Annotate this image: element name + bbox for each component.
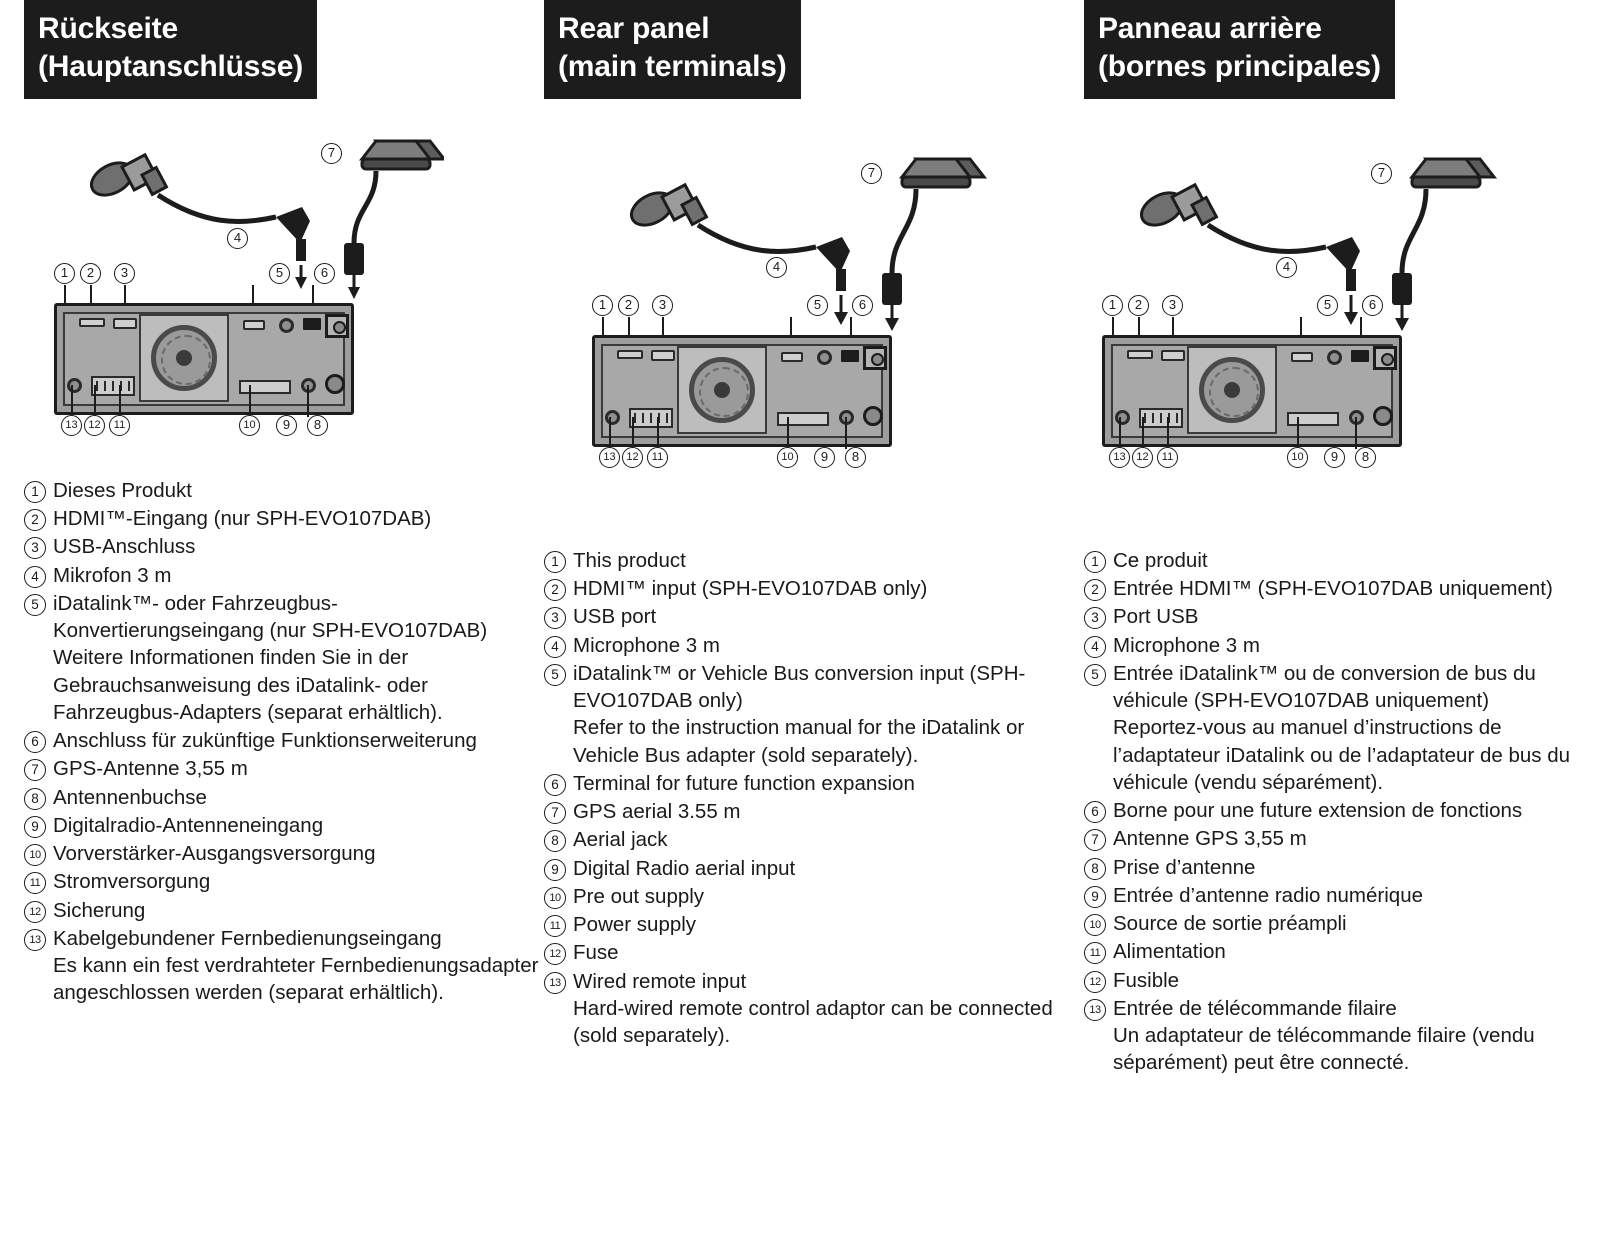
callout-3-en: 3 — [652, 295, 673, 316]
rear-panel-diagram-de — [24, 113, 544, 473]
leader-11-fr — [1167, 417, 1169, 449]
list-bullet: 6 — [24, 731, 46, 753]
power-pins-en — [634, 413, 668, 423]
list-item — [1084, 632, 1584, 659]
callout-5-de: 5 — [269, 263, 290, 284]
list-bullet: 10 — [1084, 914, 1106, 936]
future-terminal-fr — [1351, 350, 1369, 362]
list-item — [24, 840, 544, 867]
port-1-fr — [1127, 350, 1153, 359]
hdmi-port-de — [113, 318, 137, 329]
list-item — [544, 603, 1084, 630]
microphone-icon-en — [626, 185, 706, 232]
callout-12-de: 12 — [84, 415, 105, 436]
callout-7-fr: 7 — [1371, 163, 1392, 184]
power-connector-de — [91, 376, 135, 396]
leader-9-fr — [1355, 417, 1357, 449]
leader-5-en — [790, 317, 792, 335]
list-item-label: Antenne GPS 3,55 m — [1113, 827, 1307, 851]
list-item — [544, 660, 1084, 769]
list-item-label: GPS aerial 3.55 m — [573, 800, 741, 824]
list-bullet: 1 — [1084, 551, 1106, 573]
leader-13-de — [71, 385, 73, 417]
leader-12-en — [632, 417, 634, 449]
list-item-label: Microphone 3 m — [573, 633, 720, 657]
hdmi-port-en — [651, 350, 675, 361]
preout-connector-de — [239, 380, 291, 394]
list-bullet: 9 — [544, 859, 566, 881]
list-item-label: HDMI™ input (SPH-EVO107DAB only) — [573, 577, 928, 601]
list-bullet: 9 — [24, 816, 46, 838]
gps-terminal-fr — [1373, 346, 1397, 370]
list-item — [24, 505, 544, 532]
list-bullet: 8 — [1084, 858, 1106, 880]
list-bullet: 1 — [24, 481, 46, 503]
list-bullet: 13 — [1084, 999, 1106, 1021]
list-item — [24, 784, 544, 811]
list-item-label: Aerial jack — [573, 828, 668, 852]
callout-10-fr: 10 — [1287, 447, 1308, 468]
section-title-german-line1: Rückseite — [38, 12, 178, 45]
column-english — [544, 0, 1084, 1238]
list-item — [544, 883, 1084, 910]
list-item-label: Kabelgebundener Fernbedienungseingang — [53, 926, 442, 950]
callout-2-de: 2 — [80, 263, 101, 284]
list-item — [544, 770, 1084, 797]
rear-panel-diagram-fr — [1084, 125, 1584, 485]
list-item-label: Digital Radio aerial input — [573, 856, 796, 880]
list-item-label: GPS-Antenne 3,55 m — [53, 757, 248, 781]
section-title-english-line1: Rear panel — [558, 12, 710, 45]
list-item-label: Pre out supply — [573, 884, 705, 908]
terminal-list-english — [544, 547, 1084, 1050]
leader-3-fr — [1172, 317, 1174, 335]
list-item-label: Entrée d’antenne radio numérique — [1113, 883, 1423, 907]
microphone-icon-fr — [1136, 185, 1216, 232]
list-bullet: 9 — [1084, 886, 1106, 908]
screw-top-fr — [1327, 350, 1342, 365]
list-bullet: 13 — [24, 929, 46, 951]
callout-1-fr: 1 — [1102, 295, 1123, 316]
list-item-note: Reportez-vous au manuel d’instructions de l’adaptateur iDatalink ou de l’adaptateur de bus du véhicule (vendu séparément). — [1113, 716, 1571, 794]
list-item-label: Vorverstärker-Ausgangsversorgung — [53, 842, 376, 866]
future-terminal-en — [841, 350, 859, 362]
list-item — [24, 590, 544, 726]
callout-10-en: 10 — [777, 447, 798, 468]
leader-11-de — [119, 385, 121, 417]
list-bullet: 3 — [24, 537, 46, 559]
idatalink-port-en — [781, 352, 803, 362]
screw-top-de — [279, 318, 294, 333]
leader-10-de — [249, 385, 251, 417]
idatalink-port-de — [243, 320, 265, 330]
list-bullet: 12 — [24, 901, 46, 923]
list-item-note: Hard-wired remote control adaptor can be connected (sold separately). — [573, 996, 1053, 1048]
leader-12-de — [94, 385, 96, 417]
list-item — [1084, 797, 1584, 824]
cooling-fan-icon-de — [151, 325, 217, 391]
leader-13-fr — [1119, 417, 1121, 449]
leader-2-fr — [1138, 317, 1140, 335]
power-connector-fr — [1139, 408, 1183, 428]
list-item-label: USB-Anschluss — [53, 535, 196, 559]
power-pins-de — [96, 381, 130, 391]
leader-1-fr — [1112, 317, 1114, 335]
list-bullet: 2 — [544, 579, 566, 601]
hdmi-port-fr — [1161, 350, 1185, 361]
list-item-label: Port USB — [1113, 605, 1199, 629]
list-item-label: Entrée HDMI™ (SPH-EVO107DAB uniquement) — [1113, 577, 1553, 601]
list-item — [544, 826, 1084, 853]
callout-13-en: 13 — [599, 447, 620, 468]
aerial-jack-fr — [1373, 406, 1393, 426]
list-item-label: Antennenbuchse — [53, 785, 207, 809]
wired-remote-fr — [1115, 410, 1130, 425]
callout-2-fr: 2 — [1128, 295, 1149, 316]
callout-3-fr: 3 — [1162, 295, 1183, 316]
column-french — [1084, 0, 1584, 1238]
list-item-label: Dieses Produkt — [53, 478, 193, 502]
leader-6-fr — [1360, 317, 1362, 335]
head-unit-rear-en — [592, 335, 892, 447]
list-item — [1084, 547, 1584, 574]
list-bullet: 3 — [1084, 607, 1106, 629]
section-title-german — [24, 0, 317, 99]
column-german — [24, 0, 544, 1238]
leader-10-fr — [1297, 417, 1299, 449]
list-item-label: Fuse — [573, 941, 619, 965]
port-1-de — [79, 318, 105, 327]
list-item — [24, 812, 544, 839]
fan-housing-en — [677, 346, 767, 434]
callout-6-en: 6 — [852, 295, 873, 316]
callout-10-de: 10 — [239, 415, 260, 436]
future-terminal-de — [303, 318, 321, 330]
list-item — [544, 798, 1084, 825]
gps-terminal-de — [325, 314, 349, 338]
list-item-note: Refer to the instruction manual for the iDatalink or Vehicle Bus adapter (sold separately). — [573, 716, 1025, 767]
list-item — [1084, 967, 1584, 994]
list-bullet: 13 — [544, 972, 566, 994]
leader-5-de — [252, 285, 254, 303]
list-item — [1084, 660, 1584, 796]
section-title-english — [544, 0, 801, 99]
callout-8-de: 8 — [307, 415, 328, 436]
callout-11-en: 11 — [647, 447, 668, 468]
list-bullet: 3 — [544, 607, 566, 629]
list-item — [1084, 995, 1584, 1077]
leader-9-de — [307, 385, 309, 417]
leader-6-de — [312, 285, 314, 303]
fan-housing-fr — [1187, 346, 1277, 434]
list-bullet: 4 — [544, 636, 566, 658]
leader-1-de — [64, 285, 66, 303]
head-unit-rear-de — [54, 303, 354, 415]
list-item — [1084, 854, 1584, 881]
list-item-label: Prise d’antenne — [1113, 855, 1256, 879]
list-item-label: Sicherung — [53, 898, 146, 922]
list-item — [544, 632, 1084, 659]
list-item-label: Entrée de télécommande filaire — [1113, 996, 1397, 1020]
callout-4-fr: 4 — [1276, 257, 1297, 278]
list-bullet: 7 — [1084, 829, 1106, 851]
microphone-icon-de — [86, 155, 166, 202]
list-item — [544, 575, 1084, 602]
cooling-fan-icon-en — [689, 357, 755, 423]
preout-connector-fr — [1287, 412, 1339, 426]
leader-10-en — [787, 417, 789, 449]
list-item — [24, 533, 544, 560]
list-item — [24, 925, 544, 1007]
power-pins-fr — [1144, 413, 1178, 423]
list-bullet: 4 — [24, 566, 46, 588]
leader-6-en — [850, 317, 852, 335]
list-bullet: 11 — [544, 915, 566, 937]
leader-2-de — [90, 285, 92, 303]
list-item — [544, 547, 1084, 574]
rear-panel-diagram-en — [544, 125, 1084, 485]
list-item-label: Terminal for future function expansion — [573, 771, 915, 795]
list-bullet: 11 — [24, 872, 46, 894]
list-item-label: HDMI™-Eingang (nur SPH-EVO107DAB) — [53, 507, 432, 531]
list-item-label: USB port — [573, 605, 657, 629]
callout-9-de: 9 — [276, 415, 297, 436]
callout-13-de: 13 — [61, 415, 82, 436]
leader-9-en — [845, 417, 847, 449]
gps-antenna-icon-en — [902, 159, 984, 187]
leader-3-en — [662, 317, 664, 335]
leader-5-fr — [1300, 317, 1302, 335]
list-item-label: Microphone 3 m — [1113, 633, 1260, 657]
list-bullet: 10 — [544, 887, 566, 909]
section-title-french — [1084, 0, 1395, 99]
list-item — [24, 868, 544, 895]
list-item-label: Stromversorgung — [53, 870, 211, 894]
leader-12-fr — [1142, 417, 1144, 449]
list-item-label: Mikrofon 3 m — [53, 563, 172, 587]
callout-11-de: 11 — [109, 415, 130, 436]
list-item — [24, 897, 544, 924]
list-bullet: 12 — [544, 943, 566, 965]
list-bullet: 5 — [24, 594, 46, 616]
list-item — [544, 968, 1084, 1050]
idatalink-port-fr — [1291, 352, 1313, 362]
list-bullet: 6 — [1084, 801, 1106, 823]
port-1-en — [617, 350, 643, 359]
list-item — [544, 911, 1084, 938]
list-item-label: Wired remote input — [573, 969, 747, 993]
list-item — [1084, 825, 1584, 852]
callout-7-de: 7 — [321, 143, 342, 164]
callout-9-en: 9 — [814, 447, 835, 468]
list-bullet: 7 — [24, 759, 46, 781]
callout-8-fr: 8 — [1355, 447, 1376, 468]
list-item — [1084, 938, 1584, 965]
power-connector-en — [629, 408, 673, 428]
wired-remote-de — [67, 378, 82, 393]
callout-2-en: 2 — [618, 295, 639, 316]
list-item-label: Borne pour une future extension de fonctions — [1113, 799, 1523, 823]
list-item — [24, 562, 544, 589]
callout-12-fr: 12 — [1132, 447, 1153, 468]
list-item-label: Entrée iDatalink™ ou de conversion de bus du véhicule (SPH-EVO107DAB uniquement) — [1113, 661, 1536, 713]
list-item — [544, 939, 1084, 966]
aerial-jack-de — [325, 374, 345, 394]
leader-2-en — [628, 317, 630, 335]
leader-13-en — [609, 417, 611, 449]
list-item — [544, 855, 1084, 882]
list-item — [24, 755, 544, 782]
callout-3-de: 3 — [114, 263, 135, 284]
callout-6-fr: 6 — [1362, 295, 1383, 316]
list-item-note: Es kann ein fest verdrahteter Fernbedienungsadapter angeschlossen werden (separat erhältlich). — [53, 954, 539, 1005]
callout-9-fr: 9 — [1324, 447, 1345, 468]
gps-antenna-icon-fr — [1412, 159, 1494, 187]
callout-1-de: 1 — [54, 263, 75, 284]
callout-7-en: 7 — [861, 163, 882, 184]
list-item-note: Un adaptateur de télécommande filaire (vendu séparément) peut être connecté. — [1113, 1024, 1535, 1075]
list-bullet: 2 — [1084, 579, 1106, 601]
list-item-label: iDatalink™- oder Fahrzeugbus-Konvertierungseingang (nur SPH-EVO107DAB) — [53, 591, 488, 643]
list-bullet: 4 — [1084, 636, 1106, 658]
list-item-label: Power supply — [573, 913, 697, 937]
list-item — [24, 727, 544, 754]
callout-1-en: 1 — [592, 295, 613, 316]
gps-terminal-en — [863, 346, 887, 370]
wired-remote-en — [605, 410, 620, 425]
list-item-label: Ce produit — [1113, 548, 1208, 572]
list-item-label: Digitalradio-Antenneneingang — [53, 813, 324, 837]
list-bullet: 8 — [24, 788, 46, 810]
aerial-jack-en — [863, 406, 883, 426]
preout-connector-en — [777, 412, 829, 426]
list-item — [1084, 882, 1584, 909]
callout-5-en: 5 — [807, 295, 828, 316]
callout-6-de: 6 — [314, 263, 335, 284]
list-item — [1084, 910, 1584, 937]
section-title-german-line2: (Hauptanschlüsse) — [38, 50, 303, 84]
list-item — [24, 477, 544, 504]
list-bullet: 1 — [544, 551, 566, 573]
gps-antenna-icon-de — [362, 141, 444, 169]
leader-3-de — [124, 285, 126, 303]
list-item-label: Alimentation — [1113, 940, 1226, 964]
list-bullet: 10 — [24, 844, 46, 866]
head-unit-rear-fr — [1102, 335, 1402, 447]
list-bullet: 5 — [1084, 664, 1106, 686]
leader-11-en — [657, 417, 659, 449]
list-bullet: 12 — [1084, 971, 1106, 993]
list-item-label: Source de sortie préampli — [1113, 912, 1347, 936]
section-title-french-line2: (bornes principales) — [1098, 50, 1381, 84]
list-item — [1084, 575, 1584, 602]
callout-12-en: 12 — [622, 447, 643, 468]
callout-8-en: 8 — [845, 447, 866, 468]
cooling-fan-icon-fr — [1199, 357, 1265, 423]
section-title-english-line2: (main terminals) — [558, 50, 787, 84]
screw-top-en — [817, 350, 832, 365]
fan-housing-de — [139, 314, 229, 402]
list-bullet: 5 — [544, 664, 566, 686]
callout-11-fr: 11 — [1157, 447, 1178, 468]
list-item — [1084, 603, 1584, 630]
section-title-french-line1: Panneau arrière — [1098, 12, 1322, 45]
list-item-label: Fusible — [1113, 968, 1180, 992]
callout-4-en: 4 — [766, 257, 787, 278]
list-item-note: Weitere Informationen finden Sie in der Gebrauchsanweisung des iDatalink- oder Fahrzeugbus-Adapters (separat erhältlich). — [53, 646, 443, 724]
callout-5-fr: 5 — [1317, 295, 1338, 316]
callout-4-de: 4 — [227, 228, 248, 249]
list-item-label: This product — [573, 548, 686, 572]
callout-13-fr: 13 — [1109, 447, 1130, 468]
list-bullet: 8 — [544, 830, 566, 852]
list-bullet: 2 — [24, 509, 46, 531]
list-item-label: iDatalink™ or Vehicle Bus conversion input (SPH-EVO107DAB only) — [573, 661, 1026, 713]
terminal-list-german — [24, 477, 544, 1007]
list-bullet: 6 — [544, 774, 566, 796]
terminal-list-french — [1084, 547, 1584, 1077]
list-bullet: 7 — [544, 802, 566, 824]
list-bullet: 11 — [1084, 942, 1106, 964]
list-item-label: Anschluss für zukünftige Funktionserweiterung — [53, 729, 477, 753]
leader-1-en — [602, 317, 604, 335]
